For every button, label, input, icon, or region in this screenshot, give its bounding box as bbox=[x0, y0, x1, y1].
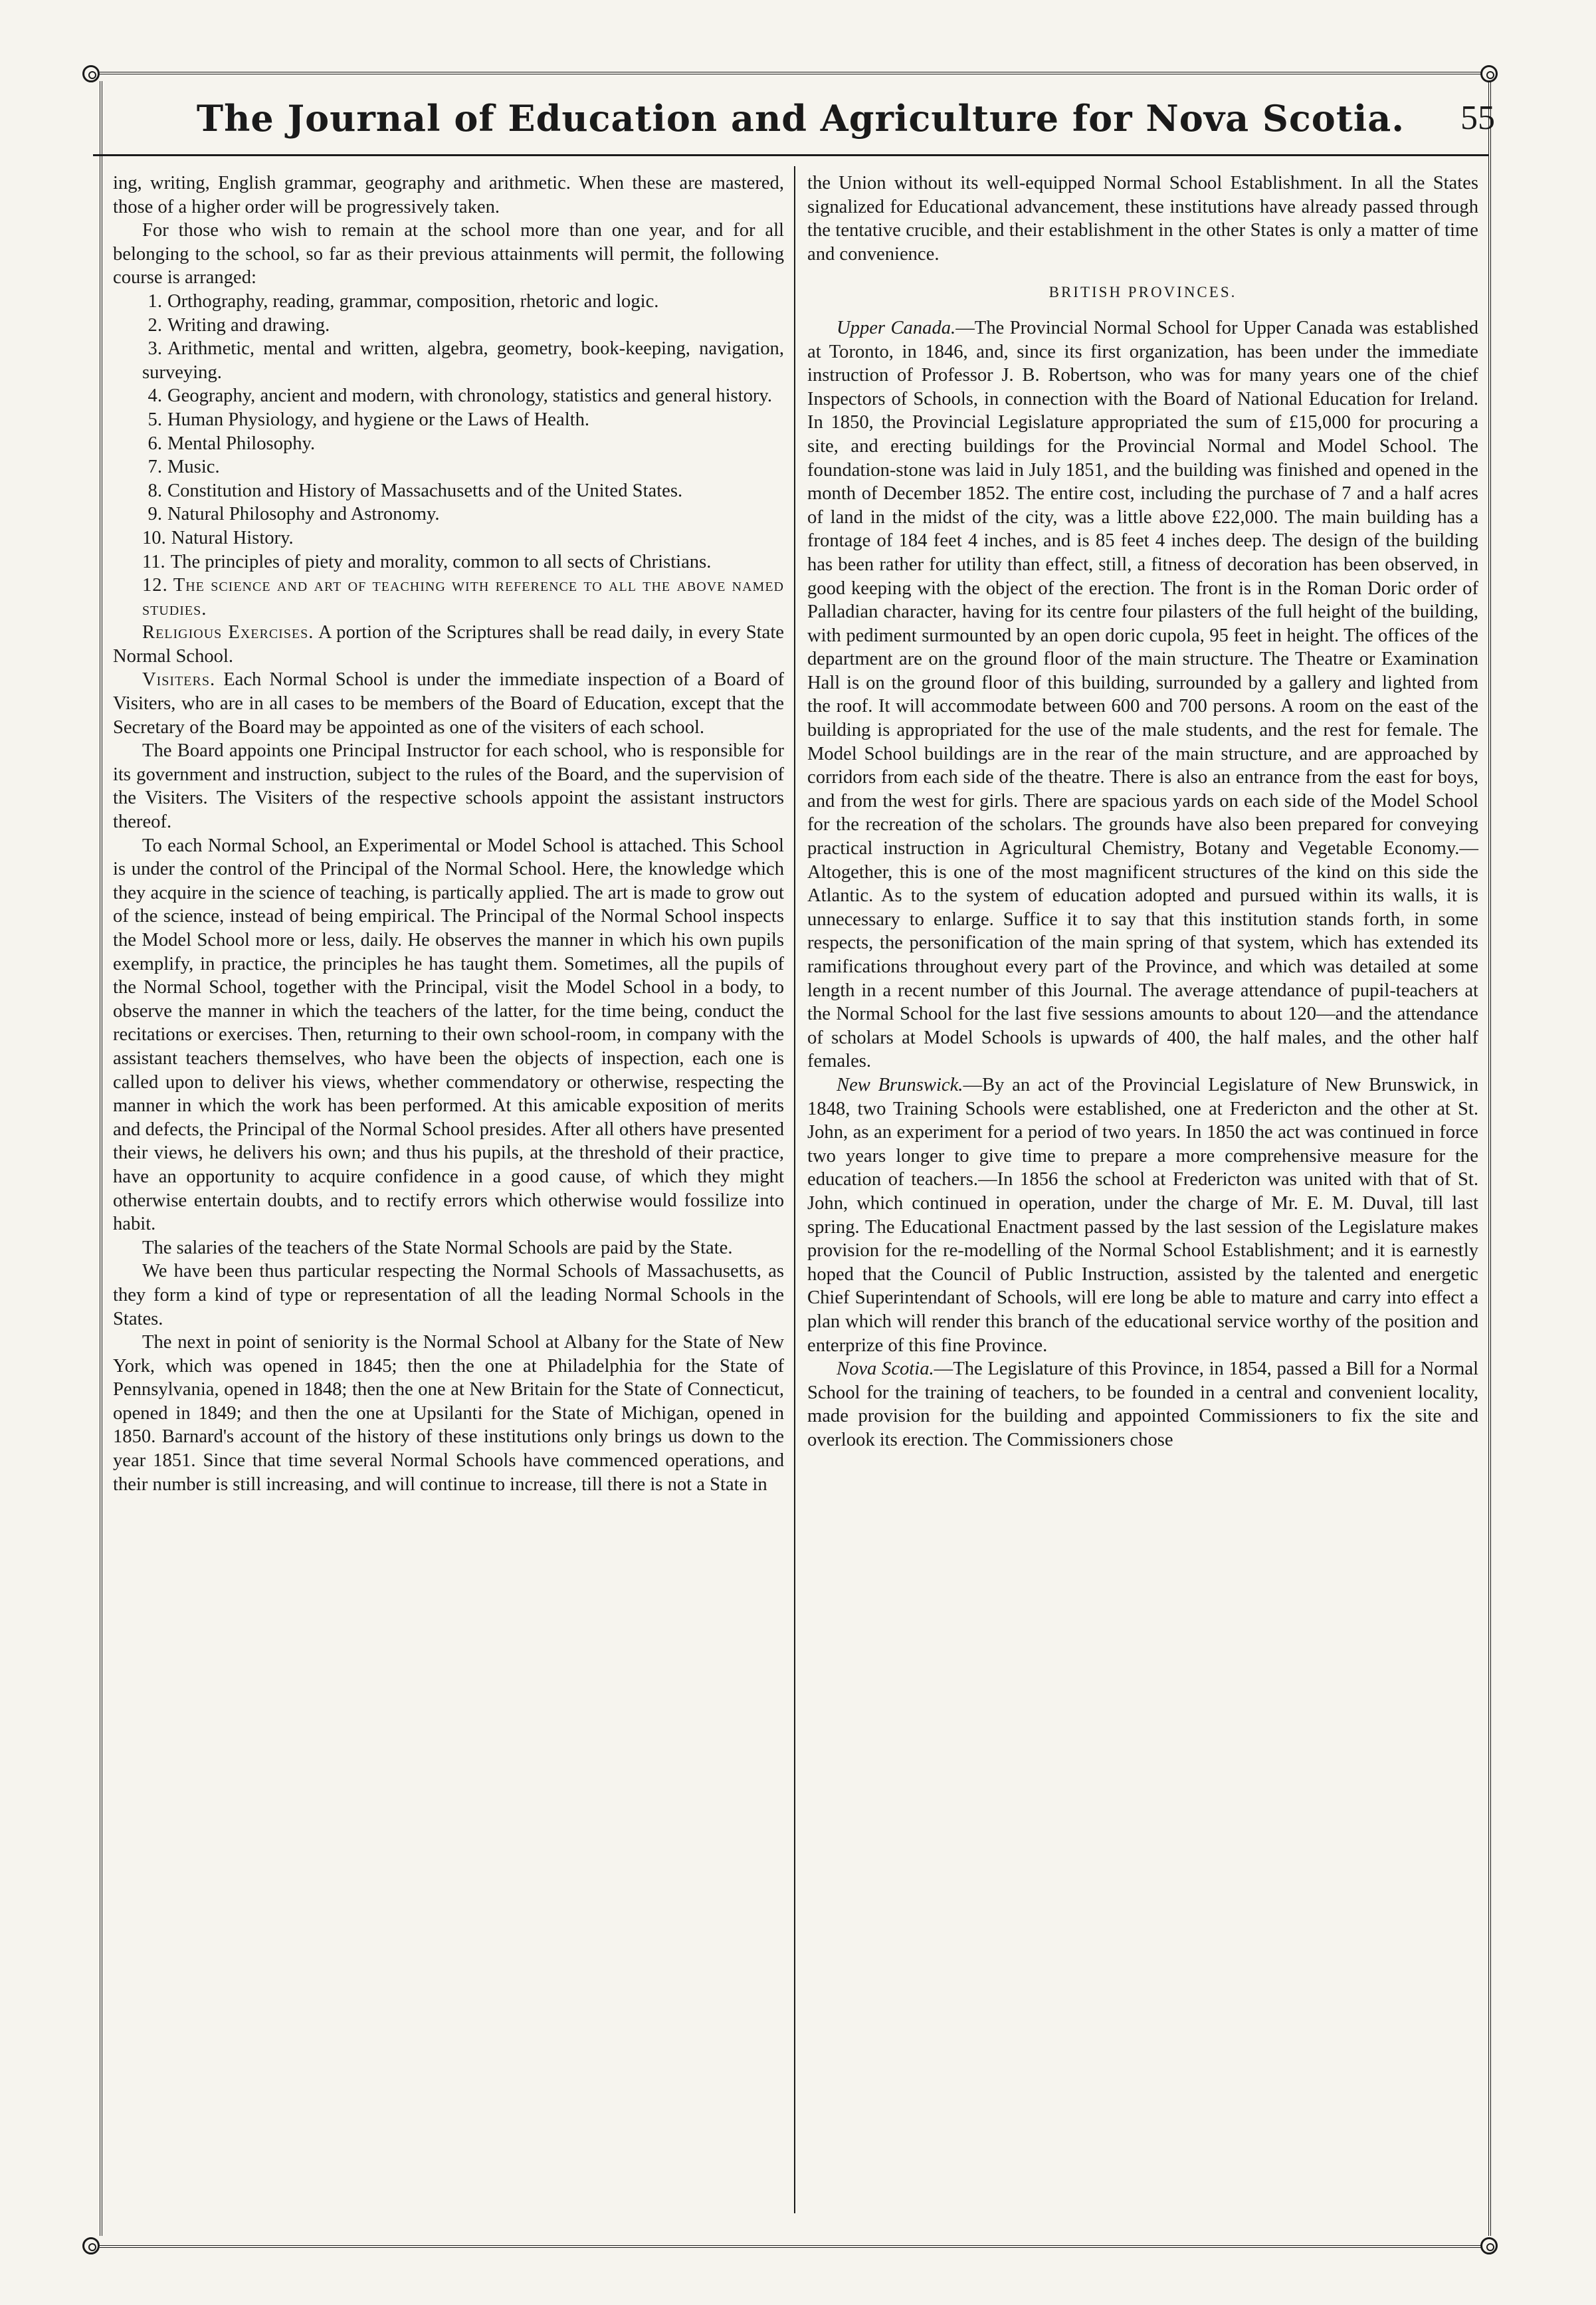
frame-top-rule bbox=[100, 72, 1488, 74]
frame-left-rule bbox=[100, 81, 102, 2236]
running-header bbox=[93, 93, 1508, 153]
page-number: 55 bbox=[1460, 99, 1495, 137]
list-item: 1. Orthography, reading, grammar, composition, rhetoric and logic. bbox=[148, 290, 659, 312]
course-list bbox=[113, 290, 784, 621]
list-item: 10. Natural History. bbox=[142, 527, 294, 548]
paragraph: The salaries of the teachers of the State Normal Schools are paid by the State. bbox=[142, 1237, 733, 1258]
run-in-heading: Visiters. bbox=[142, 669, 216, 691]
list-item: 8. Constitution and History of Massachusetts and of the United States. bbox=[148, 480, 683, 501]
paragraph: the Union without its well-equipped Normal School Establishment. In all the States signalized for Educational advancement, these institutions have already passed through the tentative crucible, and their establishment in the other States is only a matter of time and convenience. bbox=[807, 173, 1478, 265]
paragraph: The Board appoints one Principal Instructor for each school, who is responsible for its government and instruction, subject to the rules of the Board, and the supervision of the Visiters. The Visiters of the respective schools appoint the assistant instructors thereof. bbox=[113, 740, 784, 833]
header-rule bbox=[93, 154, 1488, 156]
list-item: 4. Geography, ancient and modern, with chronology, statistics and general history. bbox=[148, 385, 772, 407]
corner-ornament-icon bbox=[82, 2237, 100, 2254]
right-column bbox=[807, 171, 1478, 1452]
paragraph: Upper Canada.—The Provincial Normal School for Upper Canada was established at Toronto, in 1846, and, since its first organization, has been under the immediate instruction of Professor J. B. Robertson, who was for many years one of the chief Inspectors of Schools, in connection with the Board of National Education for Ireland. In 1850, the Provincial Legislature appropriated the sum of £15,000 for procuring a site, and erecting buildings for the Provincial Normal and Model School. The foundation-stone was laid in July 1851, and the building was finished and opened in the month of December 1852. The entire cost, including the purchase of 7 and a half acres of land in the midst of the city, was a little above £22,000. The main building has a frontage of 184 feet 4 inches, and is 85 feet 4 inches deep. The design of the building has been rather for utility than effect, still, a fitness of decoration has been observed, in good keeping with the object of the erection. The front is in the Roman Doric order of Palladian character, having for its centre four pilasters of the full height of the building, with pediment surmounted by an open doric cupola, 95 feet in height. The offices of the department are on the ground floor of the main structure. The Theatre or Examination Hall is on the ground floor of this building, surrounded by a gallery and lighted from the roof. It will accommodate between 600 and 700 persons. A room on the east of the building is appropriated for the use of the male students, and the rest for female. The Model School buildings are in the rear of the main structure, and are approached by corridors from each side of the theatre. There is also an entrance from the east for boys, and from the west for girls. There are spacious yards on each side of the Model School for the recreation of the scholars. The grounds have also been prepared for conveying practical instruction in Agricultural Chemistry, Botany and Vegetable Economy.—Altogether, this is one of the most magnificent structures of the kind on this side the Atlantic. As to the system of education adopted and pursued within its walls, it is unnecessary to enlarge. Suffice it to say that this institution stands forth, in some respects, the personification of the main spring of that system, which has extended its ramifications throughout every part of the Province, and which was detailed at some length in a recent number of this Journal. The average attendance of pupil-teachers at the Normal School for the last five sessions amounts to about 120—and the attendance of scholars at Model Schools is upwards of 400, the half males, and the other half females. bbox=[807, 317, 1478, 1072]
paragraph: To each Normal School, an Experimental or Model School is attached. This School is under the control of the Principal of the Normal School. Here, the knowledge which they acquire in the science of teaching, is partically applied. The art is made to grow out of the science, instead of being empirical. The Principal of the Normal School inspects the Model School more or less, daily. He observes the manner in which his own pupils exemplify, in practice, the principles he has taught them. Sometimes, all the pupils of the Normal School, together with the Principal, visit the Model School in a body, to observe the manner in which the teachers of the latter, for the time being, conduct the recitations or exercises. Then, returning to their own school-room, in company with the assistant teachers themselves, who have been the objects of inspection, each one is called upon to deliver his views, whether commendatory or otherwise, respecting the manner in which the work has been performed. At this amicable exposition of merits and defects, the Principal of the Normal School presides. After all others have presented their views, he delivers his own; and thus his pupils, at the threshold of their practice, have an opportunity to acquire confidence in a good cause, of which they might otherwise entertain doubts, and to rectify errors which otherwise would fossilize into habit. bbox=[113, 835, 784, 1235]
frame-right-rule bbox=[1488, 81, 1491, 2236]
list-item: 2. Writing and drawing. bbox=[148, 314, 330, 336]
corner-ornament-icon bbox=[1480, 65, 1498, 82]
run-in-heading: New Brunswick. bbox=[837, 1074, 963, 1095]
paragraph: The next in point of seniority is the Normal School at Albany for the State of New York, which was opened in 1845; then the one at Philadelphia for the State of Pennsylvania, opened in 1848; then the one at New Britain for the State of Connecticut, opened in 1849; and then the one at Upsilanti for the State of Michigan, opened in 1850. Barnard's account of the history of these institutions only brings us down to the year 1851. Since that time several Normal Schools have commenced operations, and their number is still increasing, and will continue to increase, till there is not a State in bbox=[113, 1332, 784, 1495]
section-heading: BRITISH PROVINCES. bbox=[1048, 284, 1237, 301]
run-in-heading: Upper Canada. bbox=[837, 317, 956, 338]
paragraph: Visiters. Each Normal School is under the immediate inspection of a Board of Visiters, who are in all cases to be members of the Board of Education, except that the Secretary of the Board may be appointed as one of the visiters of each school. bbox=[113, 669, 784, 738]
paragraph: We have been thus particular respecting the Normal Schools of Massachusetts, as they form a kind of type or representation of all the leading Normal Schools in the States. bbox=[113, 1261, 784, 1329]
paragraph: For those who wish to remain at the school more than one year, and for all belonging to the school, so far as their previous attainments will permit, the following course is arranged: bbox=[113, 220, 784, 288]
list-item: 6. Mental Philosophy. bbox=[148, 433, 316, 454]
list-item: 11. The principles of piety and morality, common to all sects of Christians. bbox=[142, 551, 712, 572]
list-item: 3. Arithmetic, mental and written, algebra, geometry, book-keeping, navigation, surveying. bbox=[142, 338, 784, 383]
journal-title: The Journal of Education and Agriculture for Nova Scotia. bbox=[196, 97, 1405, 140]
paragraph: ing, writing, English grammar, geography and arithmetic. When these are mastered, those of a higher order will be progressively taken. bbox=[113, 173, 784, 217]
list-item: 9. Natural Philosophy and Astronomy. bbox=[148, 504, 440, 525]
list-item: 5. Human Physiology, and hygiene or the Laws of Health. bbox=[148, 409, 590, 430]
run-in-heading: Nova Scotia. bbox=[837, 1359, 934, 1380]
paragraph: Religious Exercises. A portion of the Scriptures shall be read daily, in every State Normal School. bbox=[113, 622, 784, 667]
paragraph: Nova Scotia.—The Legislature of this Province, in 1854, passed a Bill for a Normal School for the training of teachers, to be founded in a central and convenient locality, made provision for the building and appointed Commissioners to fix the site and overlook its erection. The Commissioners chose bbox=[807, 1359, 1479, 1450]
list-item: 7. Music. bbox=[148, 457, 220, 478]
column-divider bbox=[794, 166, 795, 2213]
paragraph: New Brunswick.—By an act of the Provincial Legislature of New Brunswick, in 1848, two Training Schools were established, one at Fredericton and the other at St. John, as an experiment for a period of two years. In 1850 the act was continued in force two years longer to give time to prepare a more comprehensive measure for the education of teachers.—In 1856 the school at Fredericton was united with that of St. John, which continued in operation, under the charge of Mr. E. M. Duval, till last spring. The Educational Enactment passed by the last session of the Legislature makes provision for the re-modelling of the Normal School Establishment; and it is earnestly hoped that the Council of Public Instruction, assisted by the talented and energetic Chief Superintendant of Schools, will ere long be able to mature and carry into effect a plan which will render this branch of the educational service worthy of the position and enterprize of this fine Province. bbox=[807, 1074, 1478, 1356]
corner-ornament-icon bbox=[82, 65, 100, 82]
frame-bottom-rule bbox=[100, 2245, 1488, 2248]
left-column bbox=[113, 171, 784, 1496]
run-in-heading: Religious Exercises. bbox=[142, 622, 314, 643]
corner-ornament-icon bbox=[1480, 2237, 1498, 2254]
list-item: 12. The science and art of teaching with reference to all the above named studies. bbox=[142, 575, 784, 619]
